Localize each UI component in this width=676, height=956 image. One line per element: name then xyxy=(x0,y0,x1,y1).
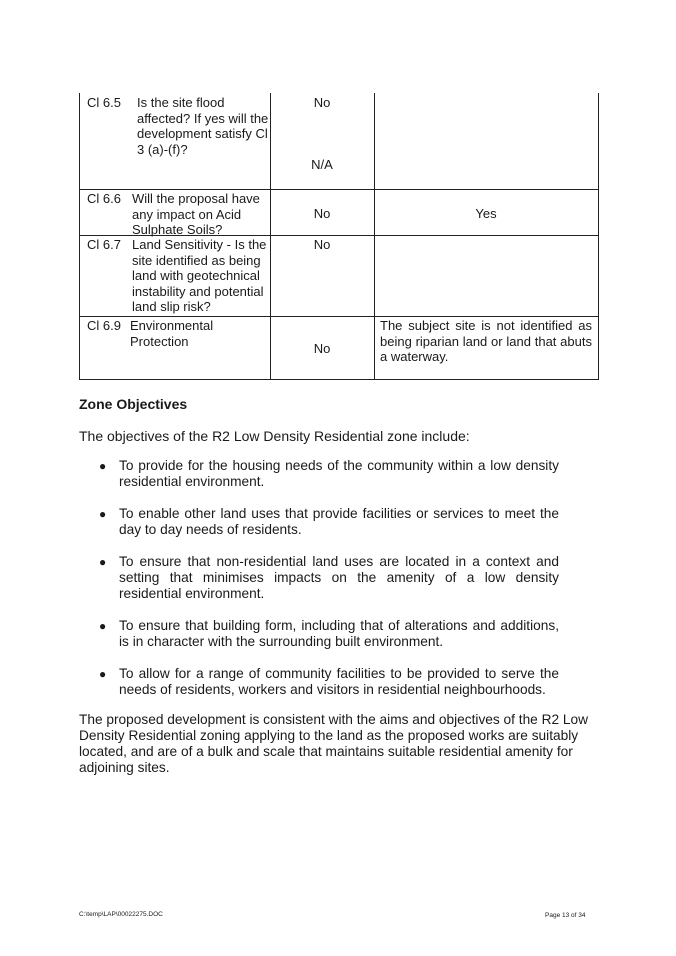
list-item-text: To ensure that building form, including that of alterations and additions, is in character with the surrounding built environment. xyxy=(119,618,559,649)
answer-cell: No xyxy=(313,341,331,356)
list-item-text: To ensure that non-residential land uses are located in a context and setting that minimises impacts on the amenity of a low density residential environment. xyxy=(119,554,559,601)
objectives-list xyxy=(79,458,559,714)
column-divider xyxy=(270,93,271,379)
section-heading: Zone Objectives xyxy=(79,396,188,412)
clause-question: Is the site flood affected? If yes will the development satisfy Cl 3 (a)-(f)? xyxy=(137,95,269,157)
comment-cell: The subject site is not identified as being riparian land or land that abuts a waterway. xyxy=(380,318,592,364)
footer-page-number: Page 13 of 34 xyxy=(545,912,586,919)
clause-number: Cl 6.7 xyxy=(87,237,121,252)
footer-file-path: C:\temp\LAP\00022275.DOC xyxy=(79,911,163,918)
list-item-text: To provide for the housing needs of the community within a low density residential environment. xyxy=(119,458,559,489)
comment-cell: Yes xyxy=(475,206,497,221)
list-item-text: To enable other land uses that provide facilities or services to meet the day to day needs of residents. xyxy=(119,506,559,537)
list-item xyxy=(79,618,559,650)
clause-number: Cl 6.9 xyxy=(87,318,121,333)
bullet-icon: ● xyxy=(99,667,107,681)
row-divider xyxy=(80,316,598,317)
bullet-icon: ● xyxy=(99,507,107,521)
clause-question: Will the proposal have any impact on Acid Sulphate Soils? xyxy=(132,191,260,237)
column-divider xyxy=(374,93,375,379)
clause-number: Cl 6.5 xyxy=(87,95,121,110)
bullet-icon: ● xyxy=(99,459,107,473)
conclusion-paragraph: The proposed development is consistent with the aims and objectives of the R2 Low Density Residential zoning applying to the land as the proposed works are suitably located, and are of a bulk and scale that maintains suitable residential amenity for adjoining sites. xyxy=(79,712,589,775)
list-item-text: To allow for a range of community facilities to be provided to serve the needs of residents, workers and visitors in residential neighbourhoods. xyxy=(119,666,559,697)
answer-cell: N/A xyxy=(311,157,333,172)
list-item xyxy=(79,506,559,538)
bullet-icon: ● xyxy=(99,619,107,633)
clause-number: Cl 6.6 xyxy=(87,191,121,206)
clause-question: Environmental Protection xyxy=(130,318,214,349)
intro-paragraph: The objectives of the R2 Low Density Residential zone include: xyxy=(79,428,470,444)
list-item xyxy=(79,666,559,698)
bullet-icon: ● xyxy=(99,555,107,569)
compliance-table xyxy=(79,93,599,380)
answer-cell: No xyxy=(313,206,331,221)
list-item xyxy=(79,458,559,490)
answer-cell: No xyxy=(313,95,331,110)
list-item xyxy=(79,554,559,602)
answer-cell: No xyxy=(313,237,331,252)
clause-question: Land Sensitivity - Is the site identified as being land with geotechnical instability and potential land slip risk? xyxy=(132,237,267,314)
row-divider xyxy=(80,189,598,190)
